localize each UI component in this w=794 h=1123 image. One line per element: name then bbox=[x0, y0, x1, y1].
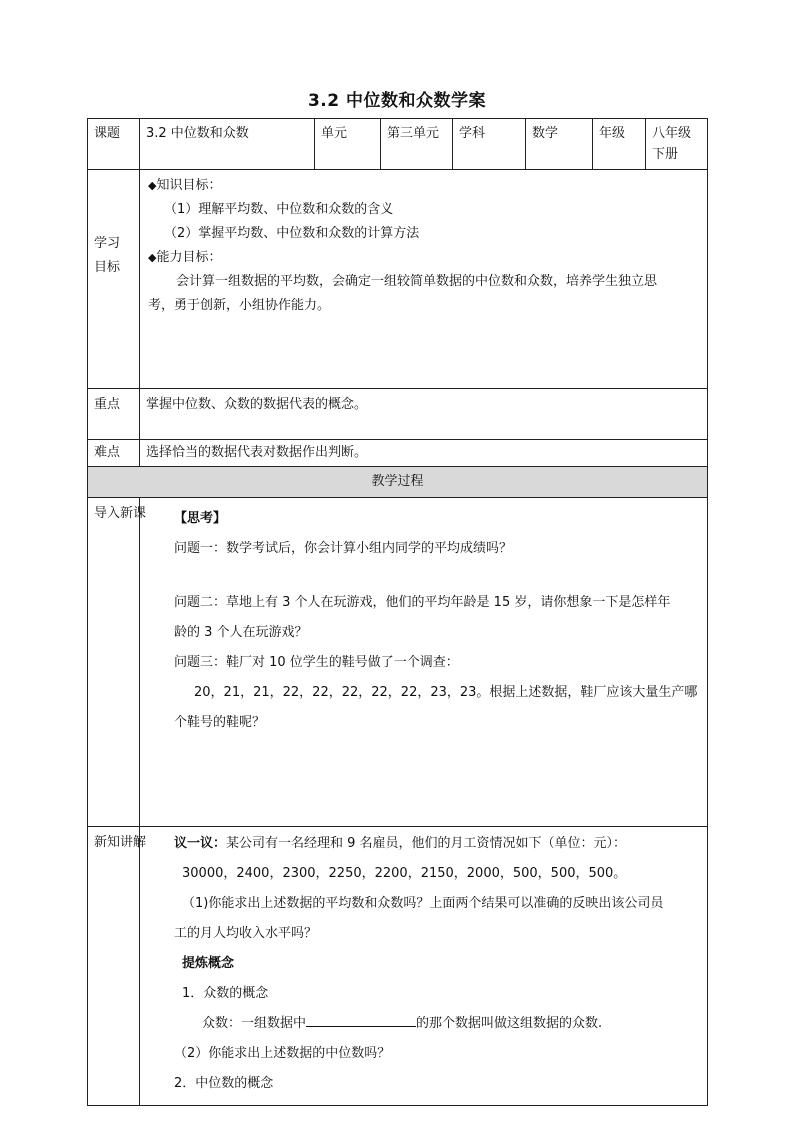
unit-label-cell bbox=[315, 119, 381, 170]
lesson-value-cell bbox=[140, 119, 315, 170]
grade-value-line2: 下册 bbox=[652, 147, 679, 162]
objectives-content bbox=[140, 170, 708, 389]
bullet-diamond-icon: ◆ bbox=[148, 179, 157, 192]
mode-definition: 众数：一组数据中 的那个数据叫做这组数据的众数. bbox=[174, 1009, 699, 1039]
objectives-label-cell bbox=[88, 170, 140, 389]
process-header-row bbox=[88, 467, 708, 498]
discuss-title: 议一议： bbox=[174, 836, 227, 851]
grade-label-cell bbox=[593, 119, 646, 170]
lesson-label-cell bbox=[88, 119, 140, 170]
subject-value-cell bbox=[526, 119, 593, 170]
unit-value: 第三单元 bbox=[387, 126, 440, 141]
fill-in-blank bbox=[306, 1012, 416, 1027]
new-knowledge-content bbox=[140, 827, 708, 1106]
knowledge-goal-1: （1）理解平均数、中位数和众数的含义 bbox=[164, 202, 394, 217]
unit-value-cell bbox=[381, 119, 453, 170]
intro-label: 导入新课 bbox=[88, 498, 140, 827]
subject-label: 学科 bbox=[459, 126, 486, 141]
mode-concept-heading: 1．众数的概念 bbox=[182, 986, 269, 1001]
question-1: 问题一：数学考试后，你会计算小组内同学的平均成绩吗？ bbox=[174, 541, 513, 556]
lesson-plan-table bbox=[87, 118, 708, 1106]
median-concept-heading: 2．中位数的概念 bbox=[174, 1076, 274, 1091]
new-knowledge-row bbox=[88, 827, 708, 1106]
lesson-label: 课题 bbox=[94, 126, 121, 141]
key-point-text: 掌握中位数、众数的数据代表的概念。 bbox=[140, 389, 708, 440]
intro-content bbox=[140, 498, 708, 827]
grade-value bbox=[646, 119, 707, 169]
question-3-data: 20，21，21，22，22，22，22，22，23，23。根据上述数据，鞋厂应该大量生产哪 bbox=[194, 685, 698, 700]
difficulty-text: 选择恰当的数据代表对数据作出判断。 bbox=[140, 440, 708, 467]
objectives-label-line2: 目标 bbox=[94, 260, 121, 275]
question-b: （2）你能求出上述数据的中位数吗？ bbox=[174, 1046, 391, 1061]
subject-value: 数学 bbox=[532, 126, 559, 141]
discuss-line bbox=[174, 829, 699, 859]
difficulty-row bbox=[88, 440, 708, 467]
question-2-line2: 龄的 3 个人在玩游戏？ bbox=[174, 625, 308, 640]
question-2-line1: 问题二：草地上有 3 个人在玩游戏，他们的平均年龄是 15 岁，请你想象一下是怎样年 bbox=[174, 595, 671, 610]
subject-label-cell bbox=[453, 119, 526, 170]
question-a-line2: 工的月人均收入水平吗？ bbox=[174, 926, 318, 941]
objectives-row bbox=[88, 170, 708, 389]
question-a-line1: （1)你能求出上述数据的平均数和众数吗？上面两个结果可以准确的反映出该公司员 bbox=[182, 896, 664, 911]
bullet-diamond-icon: ◆ bbox=[148, 251, 157, 264]
extract-concept-heading: 提炼概念 bbox=[182, 956, 235, 971]
header-row bbox=[88, 119, 708, 170]
grade-label: 年级 bbox=[599, 126, 626, 141]
knowledge-goal-2: （2）掌握平均数、中位数和众数的计算方法 bbox=[164, 226, 420, 241]
objectives-label-line1: 学习 bbox=[94, 236, 121, 251]
ability-goal-title: ◆能力目标： bbox=[148, 250, 222, 265]
ability-goal-text-1: 会计算一组数据的平均数，会确定一组较简单数据的中位数和众数，培养学生独立思 bbox=[176, 274, 658, 289]
lesson-value: 3.2 中位数和众数 bbox=[146, 126, 249, 141]
discuss-text: 某公司有一名经理和 9 名雇员，他们的月工资情况如下（单位：元）： bbox=[226, 836, 627, 851]
key-point-label: 重点 bbox=[88, 389, 140, 440]
grade-value-line1: 八年级 bbox=[652, 126, 692, 141]
ability-goal-text-2: 考，勇于创新，小组协作能力。 bbox=[148, 298, 331, 313]
page-title: 3.2 中位数和众数学案 bbox=[307, 91, 487, 111]
process-header: 教学过程 bbox=[88, 467, 708, 498]
question-3: 问题三：鞋厂对 10 位学生的鞋号做了一个调查： bbox=[174, 655, 459, 670]
intro-row bbox=[88, 498, 708, 827]
unit-label: 单元 bbox=[321, 126, 348, 141]
difficulty-label: 难点 bbox=[88, 440, 140, 467]
new-knowledge-label: 新知讲解 bbox=[88, 827, 140, 1106]
grade-value-cell bbox=[646, 119, 708, 170]
key-point-row bbox=[88, 389, 708, 440]
question-3-end: 个鞋号的鞋呢？ bbox=[174, 715, 266, 730]
knowledge-goal-title: ◆知识目标： bbox=[148, 178, 222, 193]
salary-data: 30000，2400，2300，2250，2200，2150，2000，500，500，500。 bbox=[182, 866, 627, 881]
think-heading: 【思考】 bbox=[174, 511, 227, 526]
